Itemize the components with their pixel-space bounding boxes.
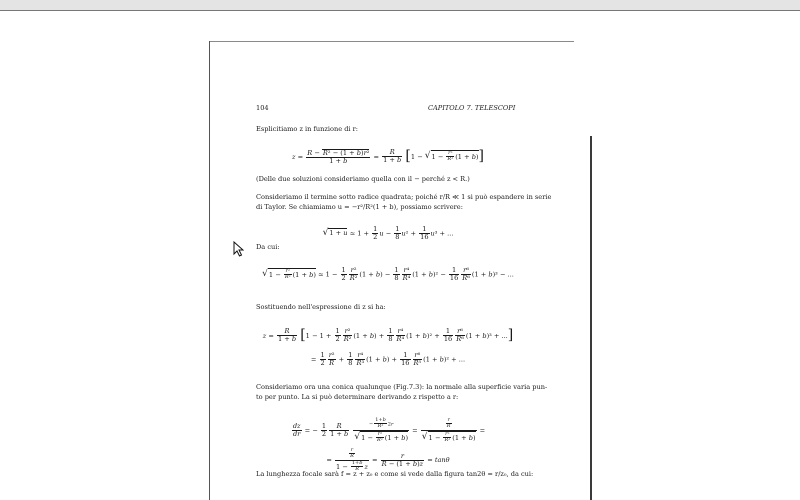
equation: = $\frac{r}{R}$ 1 − $\frac{1+b}{R}$ z = $\frac{r}{R - (1 + b)z}$ = tanθ bbox=[326, 447, 450, 472]
mouse-pointer-icon bbox=[233, 241, 244, 257]
paragraph: Da cui: bbox=[256, 243, 280, 251]
paragraph: La lunghezza focale sarà f = z + z₀ e come si vede dalla figura tan2θ = r/z₀, da cui: bbox=[256, 470, 534, 478]
paragraph: di Taylor. Se chiamiamo u = −r²/R²(1 + b), possiamo scrivere: bbox=[256, 203, 463, 211]
equation: √1 + u ≃ 1 + $\frac{1}{2}$ u − $\frac{1}{8}$ u² + $\frac{1}{16}$ u³ + ... bbox=[322, 225, 454, 241]
paragraph: (Delle due soluzioni consideriamo quella con il − perché z < R.) bbox=[256, 175, 470, 183]
equation: z = $\frac{R}{1 + b}$ [1 − 1 + $\frac{1}{2}$ $\frac{\text{r²}}{\text{R²}}$ (1 + b) + $\frac{1}{8}$ $\frac{\text{r⁴}}{\text{R⁴}}$ (1 + b)² + $\frac{1}{16}$ $\frac{\text{r⁶}}{\text{R⁶}}$ (1 + b)³ + ...] bbox=[262, 327, 514, 344]
equation: √1 − $\frac{\text{r²}}{\text{R²}}$ (1 + b) ≃ 1 − $\frac{1}{2}$ $\frac{\text{r²}}{\text{R²}}$ (1 + b) − $\frac{1}{8}$ $\frac{\text{r⁴}}{\text{R⁴}}$ (1 + b)² − $\frac{1}{16}$ $\frac{\text{r⁶}}{\text{R⁶}}$ (1 + b)³ − ... bbox=[262, 266, 514, 282]
page-number: 104 bbox=[256, 104, 269, 112]
running-header: CAPITOLO 7. TELESCOPI bbox=[428, 104, 516, 112]
equation: = $\frac{1}{2}$ $\frac{\text{r²}}{R}$ + $\frac{1}{8}$ $\frac{\text{r⁴}}{\text{R³}}$ (1 + b) + $\frac{1}{16}$ $\frac{\text{r⁶}}{\text{R⁵}}$ (1 + b)² + ... bbox=[310, 351, 466, 367]
paragraph: Consideriamo ora una conica qualunque (Fig.7.3): la normale alla superficie varia pun- bbox=[256, 383, 548, 391]
equation: z = $\frac{\text{R − R² − (1 + b)r²}}{1 + b}$ = $\frac{R}{1 + b}$ [1 − √1 − $\frac{\text{r²}}{\text{R²}}$ (1 + b)] bbox=[292, 148, 484, 165]
paragraph: Consideriamo il termine sotto radice quadrata; poiché r/R ≪ 1 si può espandere in serie bbox=[256, 193, 552, 201]
equation: $\frac{dz}{dr}$ = − $\frac{1}{2}$ $\frac{R}{1 + b}$ − $\frac{1+b}{\text{R²}}$ 2r √1 − $\frac{\text{r²}}{\text{R²}}$ (1 + b) = $\frac{r}{R}$ √1 − $\frac{\text{r²}}{\text{R²}}$ (1 + b) = bbox=[292, 417, 486, 443]
paragraph: to per punto. La si può determinare derivando z rispetto a r: bbox=[256, 393, 459, 401]
paragraph: Esplicitiamo z in funzione di r: bbox=[256, 125, 358, 133]
paragraph: Sostituendo nell'espressione di z si ha: bbox=[256, 303, 386, 311]
